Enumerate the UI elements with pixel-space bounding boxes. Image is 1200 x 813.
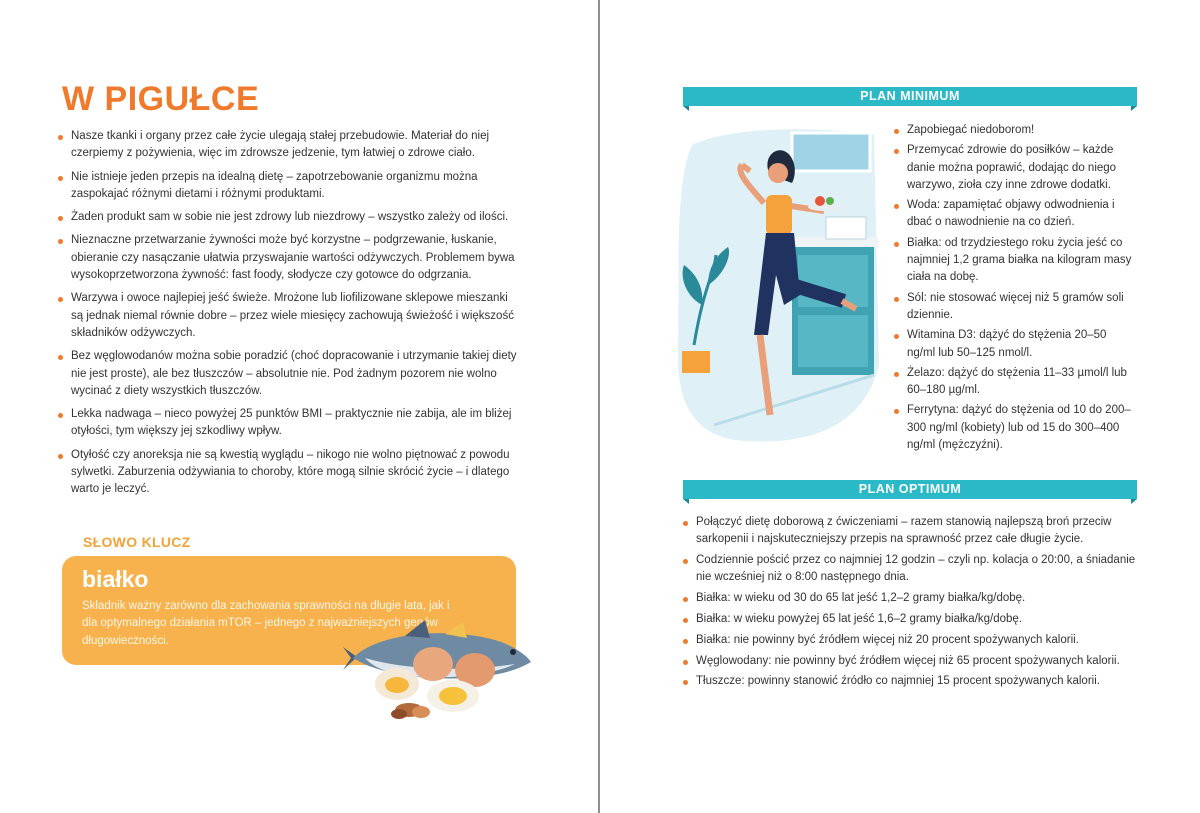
plan-minimum-list — [894, 122, 1134, 457]
keyword-label: SŁOWO KLUCZ — [83, 534, 191, 550]
list-item: Białka: w wieku od 30 do 65 lat jeść 1,2–2 gramy białka/kg/dobę. — [683, 590, 1143, 607]
keyword-description: Składnik ważny zarówno dla zachowania sprawności na długie lata, jak i dla optymalnego działania mTOR – jednego z najważniejszych genów długowieczności. — [82, 600, 450, 647]
summary-list — [58, 128, 518, 505]
bullet-dot-icon — [683, 660, 688, 665]
list-item: Woda: zapamiętać objawy odwodnienia i dbać o nawodnienie na co dzień. — [894, 197, 1134, 232]
plan-optimum-list — [683, 514, 1143, 694]
list-item: Połączyć dietę doborową z ćwiczeniami – razem stanowią najlepszą broń przeciw sarkopenii i najskuteczniejszy przepis na sprawność przez całe długie życie. — [683, 514, 1143, 549]
list-item: Witamina D3: dążyć do stężenia 20–50 ng/ml lub 50–125 nmol/l. — [894, 327, 1134, 362]
bullet-dot-icon — [58, 176, 63, 181]
bullet-dot-icon — [894, 242, 899, 247]
list-item: Nie istnieje jeden przepis na idealną dietę – zapotrzebowanie organizmu można zaspokajać różnymi dietami i różnymi produktami. — [58, 169, 518, 204]
bullet-dot-icon — [894, 129, 899, 134]
list-item: Żaden produkt sam w sobie nie jest zdrowy lub niezdrowy – wszystko zależy od ilości. — [58, 209, 518, 226]
list-item: Przemycać zdrowie do posiłków – każde danie można poprawić, dodając do niego warzywo, zioła czy inne zdrowe dodatki. — [894, 142, 1134, 194]
bullet-dot-icon — [683, 680, 688, 685]
egg-icon — [413, 647, 453, 681]
bullet-dot-icon — [683, 597, 688, 602]
keyword-term: białko — [82, 566, 149, 592]
left-page — [0, 0, 598, 813]
bullet-dot-icon — [894, 149, 899, 154]
bullet-dot-icon — [683, 618, 688, 623]
list-item: Warzywa i owoce najlepiej jeść świeże. Mrożone lub liofilizowane sklepowe mieszanki są jednak niemal równie dobre – przez wiele miesięcy zachowują świeżość i większość składników odżywczych. — [58, 290, 518, 342]
bullet-dot-icon — [58, 297, 63, 302]
list-item: Nasze tkanki i organy przez całe życie ulegają stałej przebudowie. Materiał do niej czerpiemy z pożywienia, więc im zdrowsze jedzenie, tym łatwiej o zdrowe ciało. — [58, 128, 518, 163]
page-title: W PIGUŁCE — [62, 80, 260, 118]
bullet-dot-icon — [683, 559, 688, 564]
bullet-dot-icon — [58, 454, 63, 459]
bullet-dot-icon — [683, 521, 688, 526]
list-item: Codziennie pościć przez co najmniej 12 godzin – czyli np. kolacja o 20:00, a śniadanie nie wcześniej niż o 8:00 następnego dnia. — [683, 552, 1143, 587]
list-item: Otyłość czy anoreksja nie są kwestią wyglądu – nikogo nie wolno piętnować z powodu sylwetki. Zaburzenia odżywiania to choroby, które mogą silnie skrócić życie – i dlatego warto je leczyć. — [58, 447, 518, 499]
list-item: Ferrytyna: dążyć do stężenia od 10 do 200–300 ng/ml (kobiety) lub od 15 do 300–400 ng/ml (mężczyźni). — [894, 402, 1134, 454]
bullet-dot-icon — [894, 372, 899, 377]
woman-kitchen-illustration — [674, 125, 879, 445]
list-item: Węglowodany: nie powinny być źródłem więcej niż 65 procent spożywanych kalorii. — [683, 653, 1143, 670]
bullet-dot-icon — [58, 355, 63, 360]
bullet-dot-icon — [894, 409, 899, 414]
list-item: Zapobiegać niedoborom! — [894, 122, 1134, 139]
plan-optimum-header: PLAN OPTIMUM — [683, 480, 1137, 499]
bullet-dot-icon — [683, 639, 688, 644]
protein-food-illustration — [335, 612, 535, 722]
list-item: Tłuszcze: powinny stanowić źródło co najmniej 15 procent spożywanych kalorii. — [683, 673, 1143, 690]
bullet-dot-icon — [894, 334, 899, 339]
list-item: Białka: od trzydziestego roku życia jeść co najmniej 1,2 grama białka na kilogram masy ciała na dobę. — [894, 235, 1134, 287]
bullet-dot-icon — [894, 297, 899, 302]
list-item: Białka: w wieku powyżej 65 lat jeść 1,6–2 gramy białka/kg/dobę. — [683, 611, 1143, 628]
list-item: Białka: nie powinny być źródłem więcej niż 20 procent spożywanych kalorii. — [683, 632, 1143, 649]
list-item: Sól: nie stosować więcej niż 5 gramów soli dziennie. — [894, 290, 1134, 325]
list-item: Lekka nadwaga – nieco powyżej 25 punktów BMI – praktycznie nie zabija, ale im bliżej otyłości, tym większy jej szkodliwy wpływ. — [58, 406, 518, 441]
plan-minimum-header: PLAN MINIMUM — [683, 87, 1137, 106]
bullet-dot-icon — [58, 135, 63, 140]
list-item: Żelazo: dążyć do stężenia 11–33 µmol/l lub 60–180 µg/ml. — [894, 365, 1134, 400]
bullet-dot-icon — [894, 204, 899, 209]
book-spine — [598, 0, 600, 813]
list-item: Nieznaczne przetwarzanie żywności może być korzystne – podgrzewanie, łuskanie, obieranie czy nasączanie ułatwia przyswajanie wartości odżywczych. Problemem bywa wysokoprzetworzona żywność: fast foody, słodycze czy gotowce do odgrzania. — [58, 232, 518, 284]
bullet-dot-icon — [58, 239, 63, 244]
list-item: Bez węglowodanów można sobie poradzić (choć dopracowanie i utrzymanie takiej diety nie jest proste), ale bez tłuszczów – absolutnie nie. Pod żadnym pozorem nie wolno wycinać z diety wszystkich tłuszczów. — [58, 348, 518, 400]
bullet-dot-icon — [58, 413, 63, 418]
bullet-dot-icon — [58, 216, 63, 221]
